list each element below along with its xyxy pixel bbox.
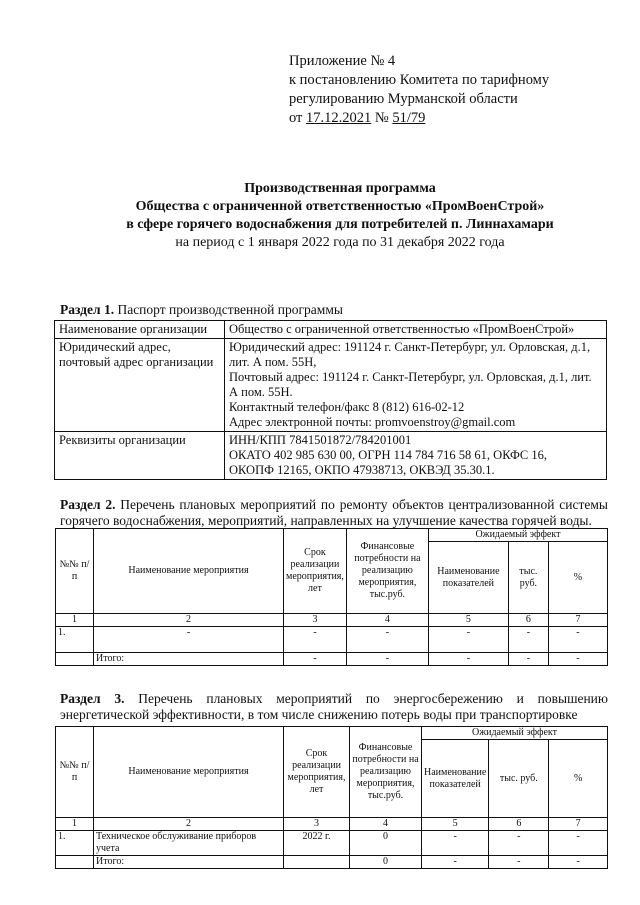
col-number: 3 — [284, 818, 350, 831]
section1-heading — [60, 302, 343, 318]
resolution-date: 17.12.2021 — [306, 110, 372, 126]
measure-thousand: - — [508, 627, 548, 653]
total-finance: - — [346, 653, 428, 666]
col-number: 3 — [284, 614, 347, 627]
appendix-date-line — [289, 109, 549, 128]
total-term — [284, 856, 350, 869]
col-indicator-header: Наименование показателей — [422, 740, 489, 818]
total-indicator: - — [422, 856, 489, 869]
total-percent: - — [548, 653, 607, 666]
col-number: 5 — [428, 614, 508, 627]
col-thousand-header: тыс. руб. — [489, 740, 549, 818]
measure-percent: - — [549, 831, 608, 856]
org-name-value: Общество с ограниченной ответственностью «ПромВоенСтрой» — [225, 321, 607, 339]
document-title — [60, 180, 620, 252]
col-number: 4 — [346, 614, 428, 627]
column-numbers-row — [56, 614, 608, 627]
total-thousand: - — [508, 653, 548, 666]
requisites-label: Реквизиты организации — [55, 432, 225, 480]
total-row — [56, 653, 608, 666]
contact-email: Адрес электронной почты: promvoenstroy@gmail.com — [229, 415, 516, 429]
table-row — [56, 627, 608, 653]
passport-table — [54, 320, 607, 480]
title-line-2: Общества с ограниченной ответственностью «ПромВоенСтрой» — [135, 199, 545, 214]
total-term: - — [284, 653, 347, 666]
col-number: 5 — [422, 818, 489, 831]
total-percent: - — [549, 856, 608, 869]
column-numbers-row — [56, 818, 608, 831]
measure-percent: - — [548, 627, 607, 653]
total-label: Итого: — [94, 653, 284, 666]
total-thousand: - — [489, 856, 549, 869]
measure-term: - — [284, 627, 347, 653]
section2-label: Раздел 2. — [60, 497, 116, 512]
appendix-line-3: регулированию Мурманской области — [289, 91, 518, 107]
table-row — [55, 432, 607, 480]
appendix-header — [289, 52, 549, 128]
col-effect-header: Ожидаемый эффект — [422, 727, 608, 740]
col-number: 1 — [56, 818, 94, 831]
col-name-header: Наименование мероприятия — [94, 727, 284, 818]
measure-indicator: - — [422, 831, 489, 856]
appendix-line-2: к постановлению Комитета по тарифному — [289, 72, 550, 88]
col-percent-header: % — [548, 542, 607, 614]
table-row — [55, 321, 607, 339]
title-line-1: Производственная программа — [244, 181, 436, 196]
table-row — [55, 339, 607, 432]
section1-text: Паспорт производственной программы — [114, 302, 343, 317]
col-effect-header: Ожидаемый эффект — [428, 529, 607, 542]
col-number: 7 — [548, 614, 607, 627]
repair-measures-table — [55, 528, 608, 666]
row-number: 1. — [56, 627, 94, 653]
measure-finance: - — [346, 627, 428, 653]
col-term-header: Срок реализации мероприятия, лет — [284, 727, 350, 818]
measure-name: - — [94, 627, 284, 653]
col-thousand-header: тыс. руб. — [508, 542, 548, 614]
legal-address: Юридический адрес: 191124 г. Санкт-Петербург, ул. Орловская, д.1, лит. А пом. 55Н, — [229, 340, 591, 369]
col-num-header: №№ п/п — [56, 529, 94, 614]
col-number: 2 — [94, 818, 284, 831]
resolution-number: 51/79 — [392, 110, 426, 126]
measure-indicator: - — [428, 627, 508, 653]
total-label: Итого: — [94, 856, 284, 869]
energy-measures-table — [55, 726, 608, 869]
section3-label: Раздел 3. — [60, 691, 125, 706]
col-number: 6 — [489, 818, 549, 831]
col-number: 7 — [549, 818, 608, 831]
row-number: 1. — [56, 831, 94, 856]
okato-ogrn: ОКАТО 402 985 630 00, ОГРН 114 784 716 58 61, ОКФС 16, — [229, 448, 547, 462]
org-name-label: Наименование организации — [55, 321, 225, 339]
number-prefix: № — [371, 110, 393, 126]
section2-heading — [60, 497, 608, 529]
title-line-3: в сфере горячего водоснабжения для потребителей п. Линнахамари — [126, 217, 554, 232]
col-number: 1 — [56, 614, 94, 627]
date-prefix: от — [289, 110, 307, 126]
col-finance-header: Финансовые потребности на реализацию мероприятия, тыс.руб. — [346, 529, 428, 614]
col-percent-header: % — [549, 740, 608, 818]
measure-name: Техническое обслуживание приборов учета — [94, 831, 284, 856]
okopf-okpo: ОКОПФ 12165, ОКПО 47938713, ОКВЭД 35.30.1. — [229, 463, 495, 477]
requisites-value — [225, 432, 607, 480]
col-term-header: Срок реализации мероприятия, лет — [284, 529, 347, 614]
appendix-line-1: Приложение № 4 — [289, 53, 396, 69]
col-name-header: Наименование мероприятия — [94, 529, 284, 614]
col-number: 4 — [350, 818, 422, 831]
total-row — [56, 856, 608, 869]
col-indicator-header: Наименование показателей — [428, 542, 508, 614]
section2-text: Перечень плановых мероприятий по ремонту объектов централизованной системы горячего водоснабжения, мероприятий, направленных на улучшение качества горячей воды. — [60, 497, 608, 528]
postal-address: Почтовый адрес: 191124 г. Санкт-Петербург, ул. Орловская, д.1, лит. А пом. 55Н. — [229, 370, 592, 399]
address-label: Юридический адрес, почтовый адрес организации — [55, 339, 225, 432]
contact-phone: Контактный телефон/факс 8 (812) 616-02-12 — [229, 400, 465, 414]
col-number: 2 — [94, 614, 284, 627]
inn-kpp: ИНН/КПП 7841501872/784201001 — [229, 433, 412, 447]
col-finance-header: Финансовые потребности на реализацию мероприятия, тыс.руб. — [350, 727, 422, 818]
total-indicator: - — [428, 653, 508, 666]
section3-heading — [60, 691, 608, 723]
section3-text: Перечень плановых мероприятий по энергосбережению и повышению энергетической эффективности, в том числе снижению потерь воды при транспортировке — [60, 691, 608, 722]
col-number: 6 — [508, 614, 548, 627]
section1-label: Раздел 1. — [60, 302, 115, 317]
title-period: на период с 1 января 2022 года по 31 декабря 2022 года — [175, 235, 505, 250]
measure-thousand: - — [489, 831, 549, 856]
address-value — [225, 339, 607, 432]
table-row — [56, 831, 608, 856]
measure-term: 2022 г. — [284, 831, 350, 856]
total-finance: 0 — [350, 856, 422, 869]
col-num-header: №№ п/п — [56, 727, 94, 818]
measure-finance: 0 — [350, 831, 422, 856]
